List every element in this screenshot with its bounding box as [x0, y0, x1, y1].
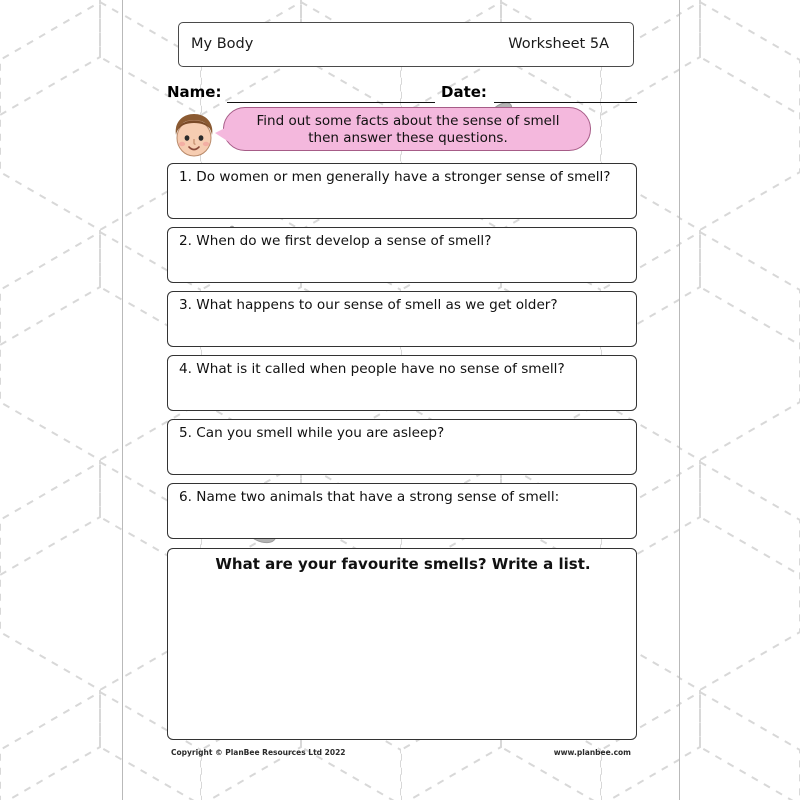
- date-label: Date:: [441, 83, 487, 101]
- worksheet-content: [123, 0, 679, 800]
- question-box[interactable]: [167, 163, 637, 219]
- question-box[interactable]: [167, 483, 637, 539]
- speech-bubble: [223, 107, 591, 151]
- page-title: My Body: [191, 36, 254, 52]
- copyright-text: Copyright © PlanBee Resources Ltd 2022: [171, 748, 346, 757]
- date-input-line[interactable]: [494, 102, 637, 103]
- name-date-row: [167, 83, 637, 105]
- question-box[interactable]: [167, 419, 637, 475]
- question-box[interactable]: [167, 355, 637, 411]
- speech-line-1: Find out some facts about the sense of smell: [256, 113, 560, 129]
- question-text: 3. What happens to our sense of smell as we get older?: [179, 297, 558, 313]
- question-box[interactable]: [167, 227, 637, 283]
- question-text: 5. Can you smell while you are asleep?: [179, 425, 445, 441]
- favourite-smells-title: What are your favourite smells? Write a list.: [215, 555, 591, 573]
- speech-bubble-tail: [215, 126, 229, 142]
- question-text: 1. Do women or men generally have a stronger sense of smell?: [179, 169, 611, 185]
- worksheet-number: Worksheet 5A: [508, 36, 609, 52]
- name-label: Name:: [167, 83, 222, 101]
- child-face-icon: [169, 108, 219, 160]
- website-link[interactable]: www.planbee.com: [553, 748, 631, 757]
- question-box[interactable]: [167, 291, 637, 347]
- question-text: 4. What is it called when people have no sense of smell?: [179, 361, 565, 377]
- name-input-line[interactable]: [227, 102, 435, 103]
- speech-line-2: then answer these questions.: [308, 130, 508, 146]
- speech-bubble-text: [224, 113, 592, 147]
- favourite-smells-box[interactable]: [167, 548, 637, 740]
- question-text: 6. Name two animals that have a strong sense of smell:: [179, 489, 560, 505]
- question-text: 2. When do we first develop a sense of smell?: [179, 233, 492, 249]
- paper-sheet: [122, 0, 680, 800]
